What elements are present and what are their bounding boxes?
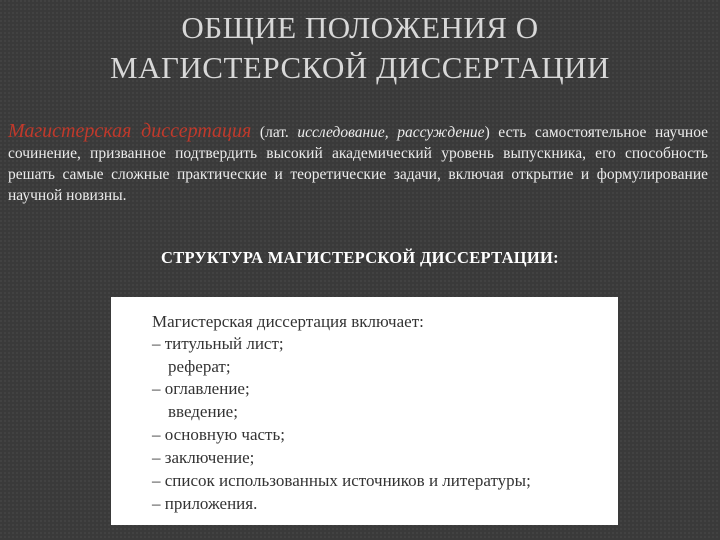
list-item: – заключение; <box>152 448 255 467</box>
list-item: – титульный лист; <box>152 334 284 353</box>
definition-paragraph <box>8 121 708 206</box>
list-item: – приложения. <box>152 494 258 513</box>
list-item: – оглавление; <box>152 379 250 398</box>
latin-meaning: исследование, рассуждение <box>297 124 485 141</box>
list-item: – список использованных источников и литературы; <box>152 471 531 490</box>
structure-intro: Магистерская диссертация включает: <box>152 312 424 331</box>
title-line-1: ОБЩИЕ ПОЛОЖЕНИЯ О <box>181 10 539 45</box>
slide-title <box>0 8 720 88</box>
title-line-2: МАГИСТЕРСКОЙ ДИССЕРТАЦИИ <box>110 50 610 85</box>
list-item: реферат; <box>168 357 231 376</box>
latin-suffix: ) есть <box>484 124 527 141</box>
list-item: введение; <box>168 402 238 421</box>
structure-box <box>111 297 618 525</box>
latin-prefix: (лат. <box>259 124 289 141</box>
list-item: – основную часть; <box>152 425 285 444</box>
definition-text: самостоятельное научное сочинение, призванное подтвердить высокий академический уровень выпускника, его способность решать самые сложные практические и теоретические задачи, включая открытие и формулирование научной новизны. <box>8 124 709 204</box>
structure-heading: СТРУКТУРА МАГИСТЕРСКОЙ ДИССЕРТАЦИИ: <box>161 248 559 267</box>
definition-term: Магистерская диссертация <box>8 120 252 142</box>
